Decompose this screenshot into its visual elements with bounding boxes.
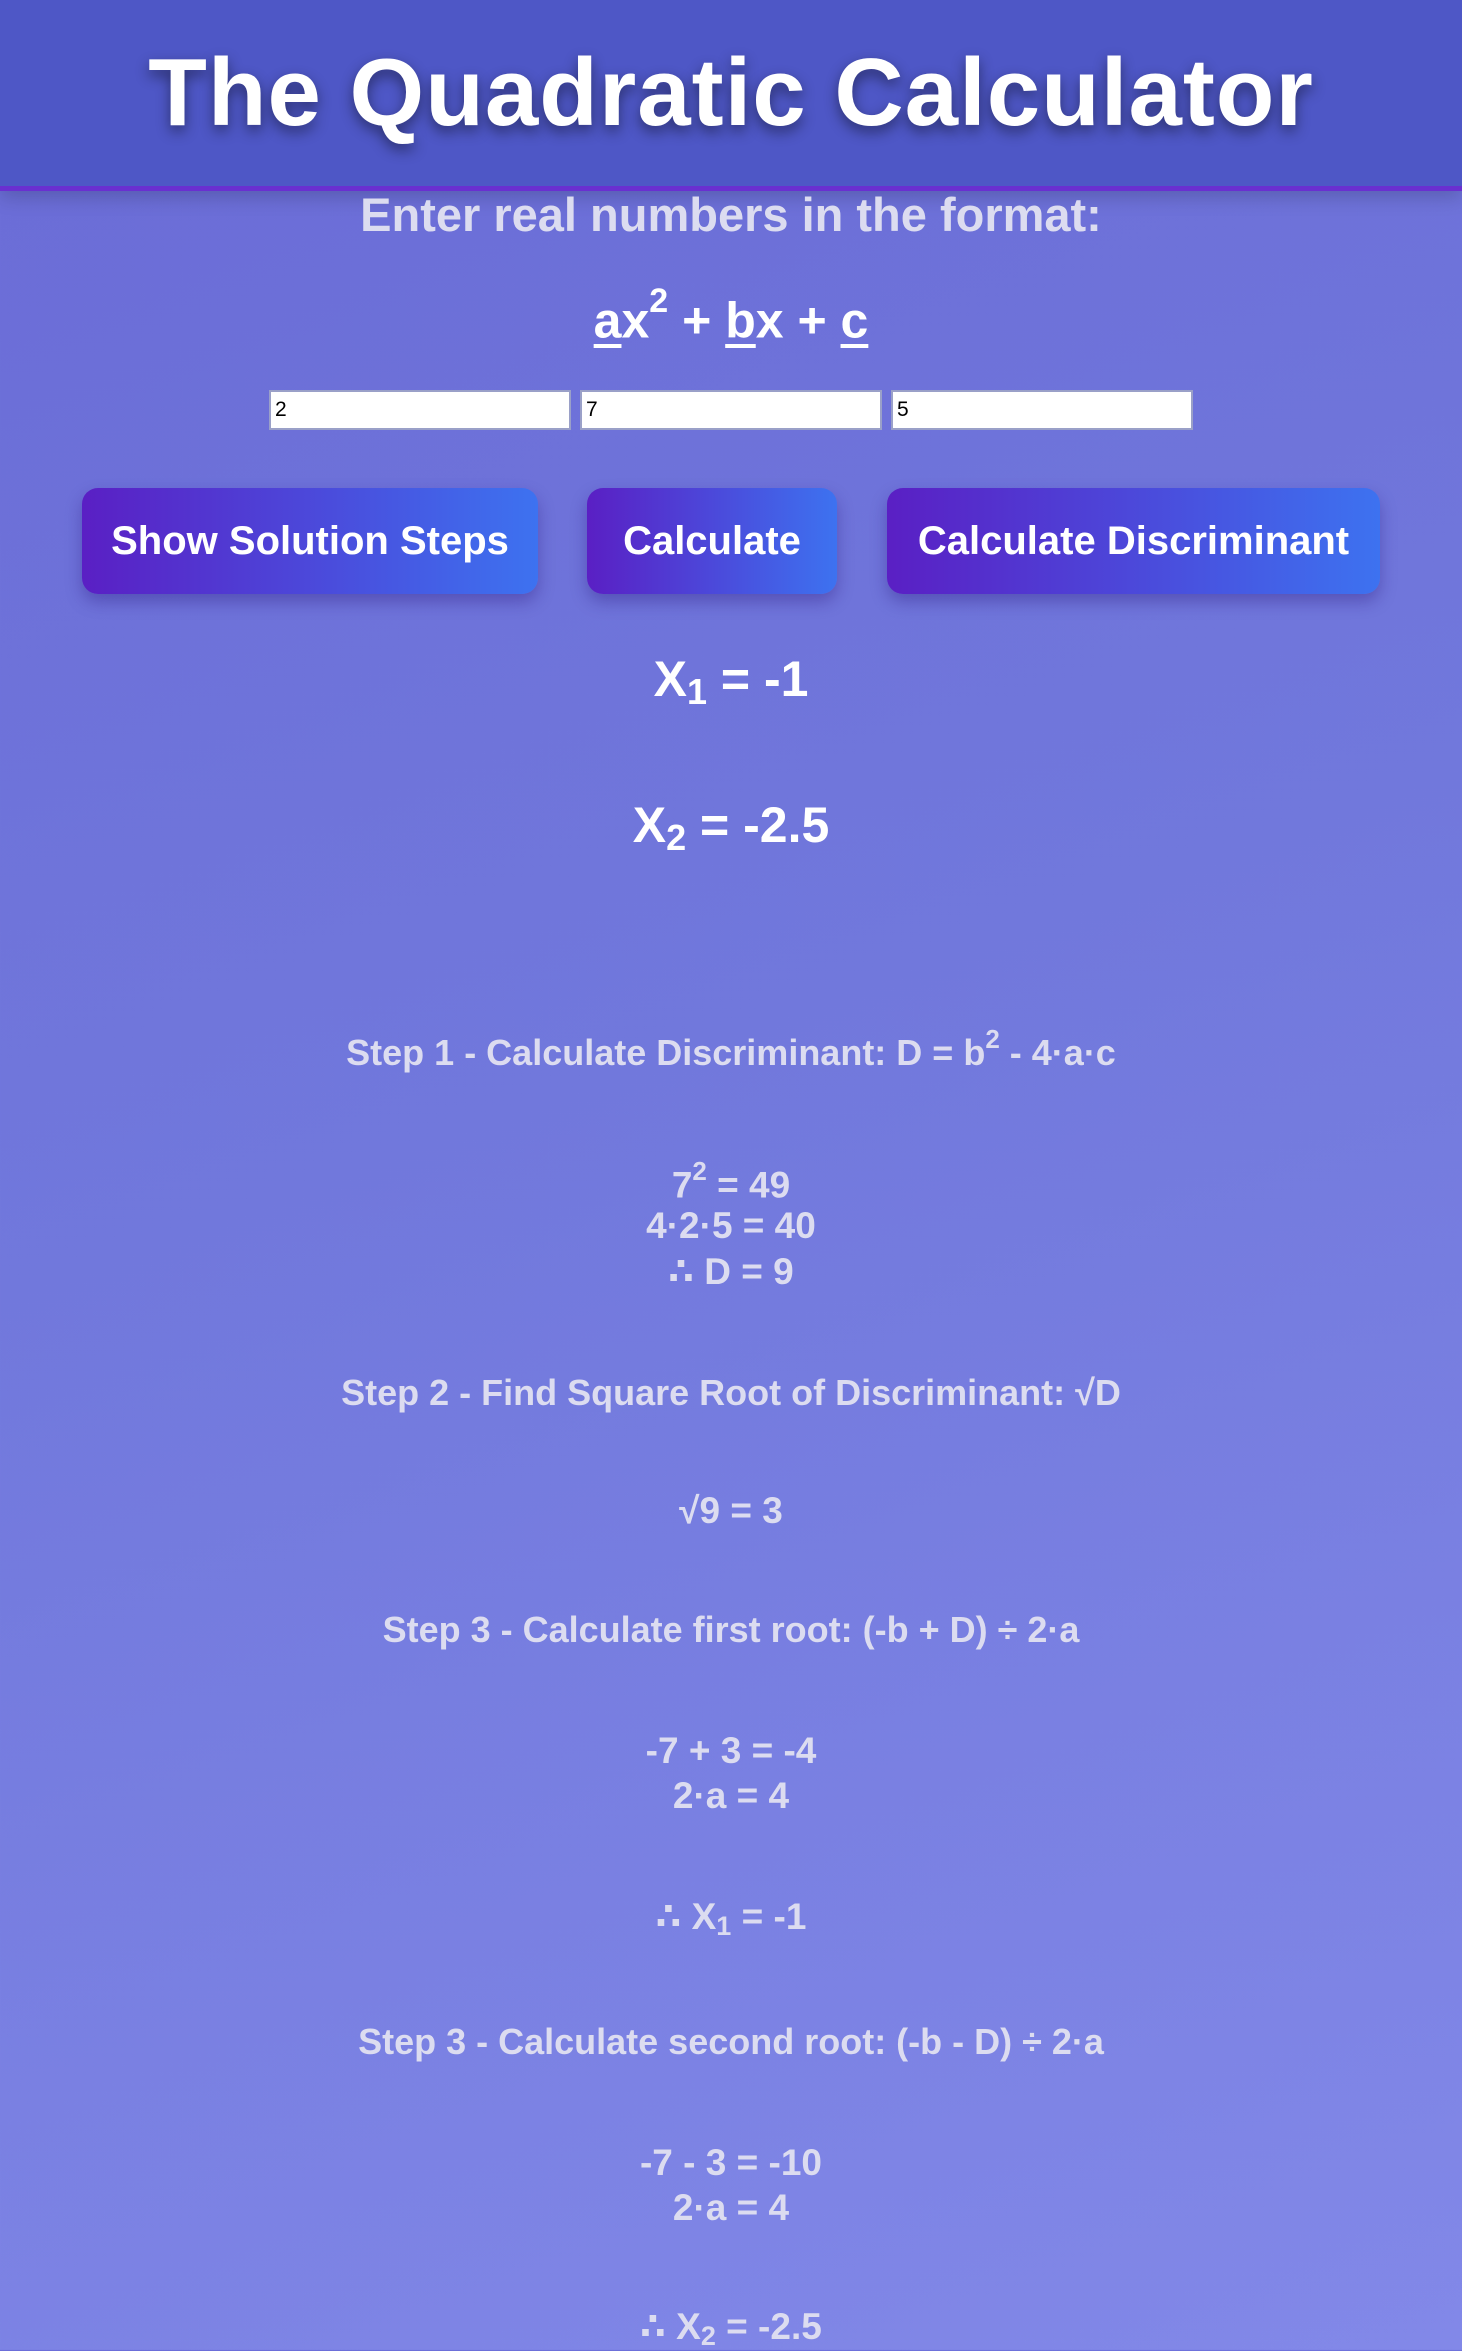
coefficient-c-label: c [840, 292, 869, 349]
step3-result [0, 1895, 1462, 1941]
formula-x: x [755, 292, 784, 349]
x1-value: = -1 [706, 651, 809, 707]
step1-line1-rest: = 49 [706, 1164, 791, 1206]
x1-label: X [653, 651, 687, 707]
root-x2-result [0, 796, 1462, 858]
step1-line1-exponent: 2 [692, 1156, 707, 1186]
action-buttons [0, 488, 1462, 596]
step1-title [0, 1024, 1462, 1074]
step1-line2: 4·2·5 = 40 [646, 1205, 816, 1246]
coefficient-a-input[interactable] [269, 390, 571, 430]
x1-subscript: 1 [686, 671, 707, 712]
coefficient-b-label: b [725, 292, 756, 349]
step1-title-exponent: 2 [985, 1024, 1000, 1054]
step3-line1: -7 + 3 = -4 [645, 1730, 817, 1771]
coefficient-a-label: a [593, 292, 622, 349]
step4-result [0, 2305, 1462, 2351]
root-x1-result [0, 650, 1462, 712]
step1-line3: ∴ D = 9 [668, 1251, 794, 1292]
formula-plus: + [783, 292, 841, 349]
step1-line1-base: 7 [671, 1164, 693, 1206]
step3-result-value: = -1 [731, 1896, 807, 1937]
coefficient-inputs [0, 390, 1462, 430]
coefficient-c-input[interactable] [891, 390, 1193, 430]
step4-result-subscript: 2 [700, 2321, 716, 2351]
step4-line1: -7 - 3 = -10 [639, 2142, 822, 2183]
step4-line2: 2·a = 4 [672, 2187, 790, 2228]
step3-result-subscript: 1 [716, 1911, 732, 1941]
step4-result-value: = -2.5 [715, 2306, 822, 2347]
format-instruction: Enter real numbers in the format: [360, 188, 1102, 241]
x2-label: X [632, 797, 667, 853]
step1-title-text: Step 1 - Calculate Discriminant: D = b [346, 1032, 986, 1073]
calculate-button[interactable]: Calculate [587, 488, 837, 594]
formula-x: x [621, 292, 650, 349]
step4-result-label: ∴ X [640, 2306, 701, 2347]
page-title: The Quadratic Calculator [148, 39, 1314, 146]
step1-title-rest: - 4·a·c [999, 1032, 1116, 1073]
quadratic-formula [0, 282, 1462, 350]
step4-title: Step 3 - Calculate second root: (-b - D) ÷ 2·a [358, 2021, 1104, 2062]
page-header [0, 0, 1462, 191]
step3-title: Step 3 - Calculate first root: (-b + D) ÷ 2·a [382, 1609, 1080, 1650]
step3-line2: 2·a = 4 [672, 1775, 790, 1816]
step3-result-label: ∴ X [655, 1896, 717, 1937]
formula-plus: + [668, 292, 726, 349]
step2-title: Step 2 - Find Square Root of Discriminant: √D [341, 1372, 1121, 1413]
step2-line1: √9 = 3 [679, 1490, 783, 1531]
calculate-discriminant-button[interactable]: Calculate Discriminant [887, 488, 1380, 594]
coefficient-b-input[interactable] [580, 390, 882, 430]
x2-subscript: 2 [666, 817, 687, 858]
formula-exponent: 2 [649, 282, 669, 320]
x2-value: = -2.5 [686, 797, 830, 853]
step1-line1 [0, 1156, 1462, 1206]
show-solution-steps-button[interactable]: Show Solution Steps [82, 488, 538, 594]
